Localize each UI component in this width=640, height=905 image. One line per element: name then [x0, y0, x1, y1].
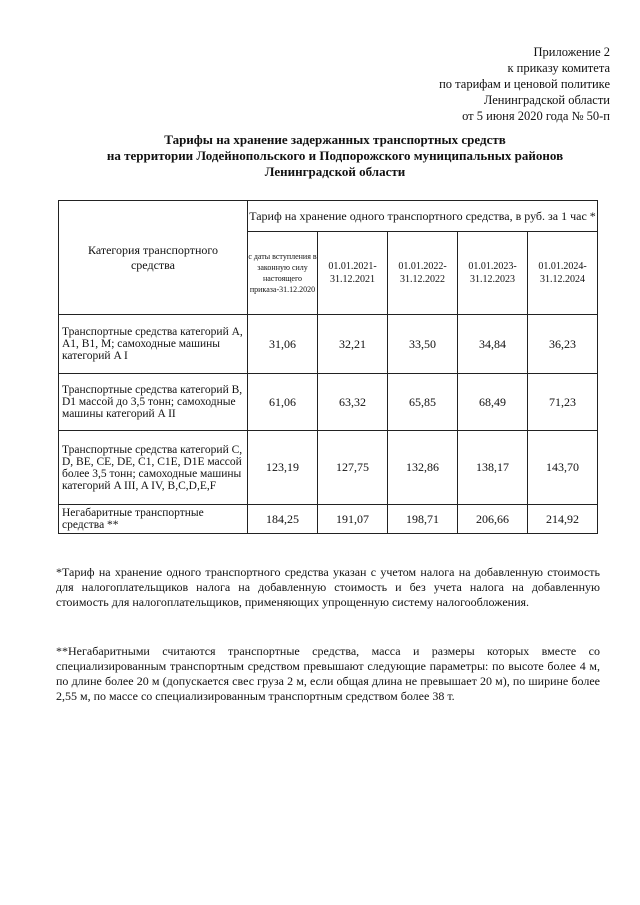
tariff-value: 127,75 — [318, 431, 388, 505]
title-line-3: Ленинградской области — [264, 164, 406, 179]
tariff-value: 33,50 — [388, 315, 458, 374]
table-row — [59, 431, 598, 505]
tariff-value: 138,17 — [458, 431, 528, 505]
appendix-line-1: Приложение 2 — [533, 45, 610, 59]
appendix-line-5: от 5 июня 2020 года № 50-п — [462, 109, 610, 123]
tariff-table — [58, 200, 598, 534]
period-header: 01.01.2023-31.12.2023 — [458, 232, 528, 315]
appendix-line-3: по тарифам и ценовой политике — [439, 77, 610, 91]
table-row — [59, 374, 598, 431]
tariff-value: 31,06 — [248, 315, 318, 374]
appendix-line-4: Ленинградской области — [483, 93, 610, 107]
appendix-header — [350, 44, 610, 124]
title-line-1: Тарифы на хранение задержанных транспортных средств — [164, 132, 506, 147]
tariff-value: 36,23 — [528, 315, 598, 374]
period-header: 01.01.2024-31.12.2024 — [528, 232, 598, 315]
tariff-value: 65,85 — [388, 374, 458, 431]
period-header: с даты вступления в законную силу настоящего приказа-31.12.2020 — [248, 232, 318, 315]
tariff-header: Тариф на хранение одного транспортного средства, в руб. за 1 час * — [248, 201, 598, 232]
tariff-value: 123,19 — [248, 431, 318, 505]
footnote-vat: *Тариф на хранение одного транспортного средства указан с учетом налога на добавленную стоимость для налогоплательщиков налога на добавленную стоимость и без учета налога на добавленную стоимость для налогоплательщиков, применяющих упрощенную систему налогообложения. — [56, 565, 600, 609]
tariff-value: 198,71 — [388, 505, 458, 534]
tariff-value: 71,23 — [528, 374, 598, 431]
tariff-value: 214,92 — [528, 505, 598, 534]
table-row — [59, 315, 598, 374]
tariff-value: 34,84 — [458, 315, 528, 374]
tariff-value: 191,07 — [318, 505, 388, 534]
tariff-value: 68,49 — [458, 374, 528, 431]
table-row — [59, 505, 598, 534]
tariff-value: 132,86 — [388, 431, 458, 505]
category-cell: Транспортные средства категорий A, A1, B1, M; самоходные машины категорий A I — [59, 315, 248, 374]
footnote-oversized: **Негабаритными считаются транспортные средства, масса и размеры которых вместе со специализированным транспортным средством превышают следующие параметры: по высоте более 4 м, по длине более 20 м (допускается свес груза 2 м, если общая длина не превышает 20 м), по ширине более 2,55 м, по массе со специализированным транспортным средством более 38 т. — [56, 644, 600, 703]
tariff-value: 32,21 — [318, 315, 388, 374]
appendix-line-2: к приказу комитета — [507, 61, 610, 75]
category-cell: Транспортные средства категорий B, D1 массой до 3,5 тонн; самоходные машины категорий A II — [59, 374, 248, 431]
title-line-2: на территории Лодейнопольского и Подпорожского муниципальных районов — [106, 148, 564, 163]
tariff-value: 206,66 — [458, 505, 528, 534]
category-cell: Негабаритные транспортные средства ** — [59, 505, 248, 534]
tariff-value: 184,25 — [248, 505, 318, 534]
period-header: 01.01.2021-31.12.2021 — [318, 232, 388, 315]
category-cell: Транспортные средства категорий C, D, BE, CE, DE, C1, C1E, D1E массой более 3,5 тонн; самоходные машины категорий A III, A IV, B,C,D,E,F — [59, 431, 248, 505]
period-header: 01.01.2022-31.12.2022 — [388, 232, 458, 315]
tariff-value: 63,32 — [318, 374, 388, 431]
document-title — [40, 132, 630, 180]
tariff-value: 61,06 — [248, 374, 318, 431]
category-header: Категория транспортного средства — [59, 201, 248, 315]
tariff-value: 143,70 — [528, 431, 598, 505]
